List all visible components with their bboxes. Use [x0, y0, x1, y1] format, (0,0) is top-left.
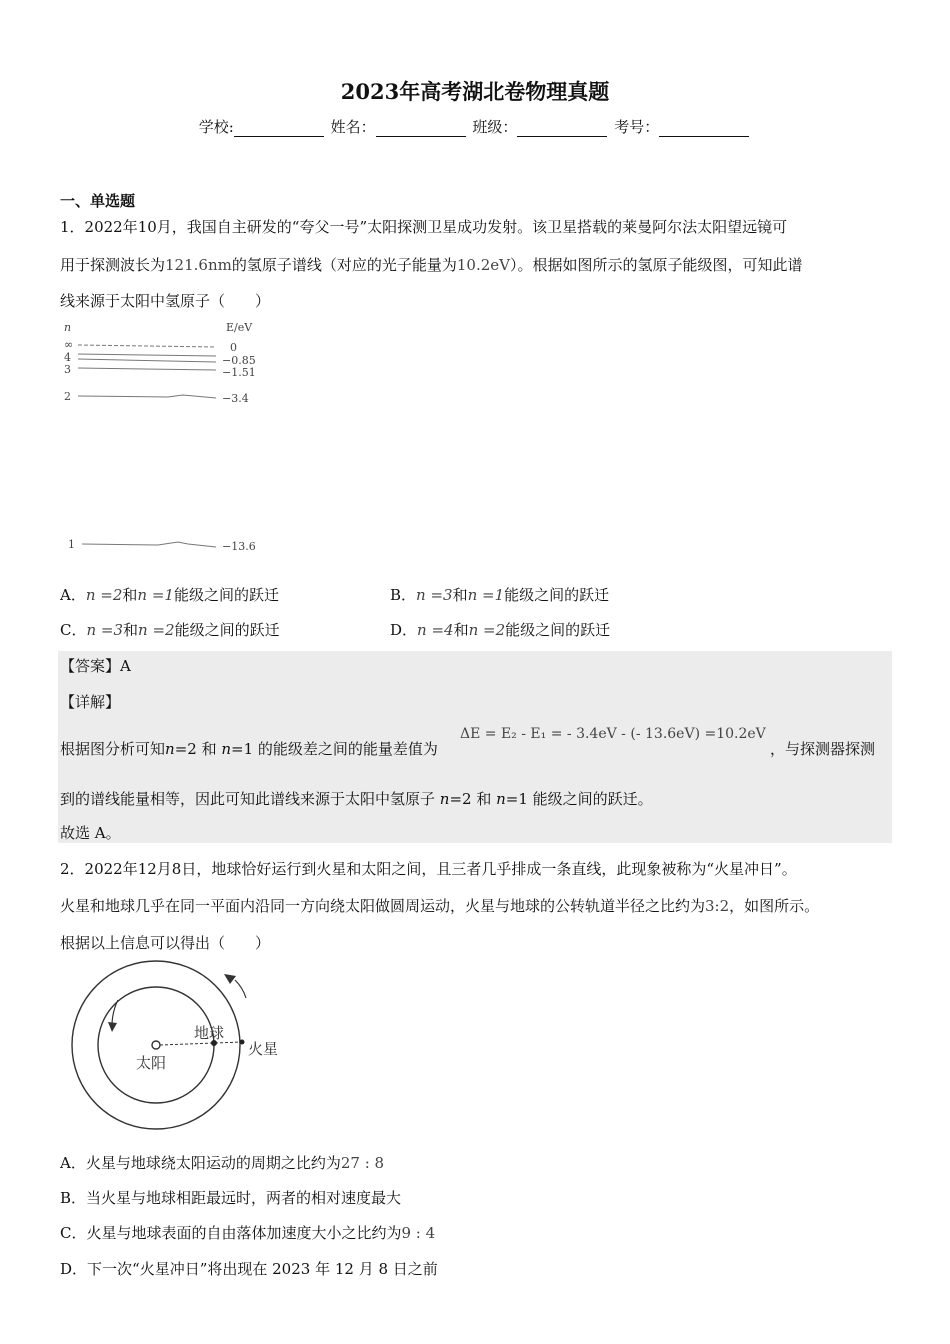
q2-option-b[interactable]: B．当火星与地球相距最远时，两者的相对速度最大: [60, 1189, 402, 1207]
q2-option-a[interactable]: [60, 1152, 384, 1173]
q1-text: ）。根据如图所示的氢原子能级图，可知此谱: [509, 256, 803, 274]
class-label: 班级：: [472, 118, 518, 136]
option-letter: C．: [60, 621, 87, 639]
detail-label: 【详解】: [60, 693, 121, 711]
q1-energy: 10.2eV: [456, 256, 510, 274]
class-field[interactable]: [517, 122, 607, 137]
option-math: n =4: [417, 621, 454, 639]
school-field[interactable]: [234, 122, 324, 137]
option-math: n =2: [468, 621, 506, 639]
level-n-1: 1: [68, 538, 75, 551]
q2-stem-line3: 根据以上信息可以得出（ ）: [60, 934, 271, 952]
detail-var: n: [221, 740, 232, 758]
q1-option-a[interactable]: [60, 584, 279, 605]
level-e-inf: 0: [230, 341, 237, 354]
mars-arrow-head: [224, 974, 236, 984]
q1-option-c[interactable]: [60, 619, 280, 640]
q1-option-b[interactable]: [390, 584, 609, 605]
q1-wavelength: 121.6nm: [165, 256, 232, 274]
option-math: n =2: [85, 586, 123, 604]
orbit-diagram: [60, 960, 300, 1140]
option-math: n =2: [138, 621, 175, 639]
q1-stem-line2: [60, 254, 802, 275]
option-text: 和: [123, 621, 139, 639]
detail-line2: [60, 788, 653, 809]
detail-text: =2 和: [449, 790, 497, 808]
sun-label: 太阳: [136, 1054, 167, 1072]
level-line-3: [78, 368, 216, 370]
level-n-4: 4: [64, 351, 71, 364]
q2-stem-line2: [60, 895, 819, 916]
q2-option-c[interactable]: [60, 1222, 435, 1243]
detail-line1-tail: ，与探测器探测: [770, 740, 876, 758]
section-heading: 一、单选题: [60, 192, 136, 210]
option-math: 27 : 8: [340, 1154, 385, 1172]
mars-dot: [240, 1040, 245, 1045]
detail-var: n: [439, 790, 450, 808]
option-text: 能级之间的跃迁: [174, 621, 280, 639]
q2-text: ，如图所示。: [729, 897, 820, 915]
detail-text: =1 能级之间的跃迁。: [505, 790, 653, 808]
level-e-3: −1.51: [222, 366, 256, 379]
level-e-1: −13.6: [222, 540, 256, 553]
q2-stem-line1: 2．2022年12月8日，地球恰好运行到火星和太阳之间，且三者几乎排成一条直线，此现象被称为“火星冲日”。: [60, 860, 797, 878]
option-letter: D．: [390, 621, 418, 639]
option-text: 能级之间的跃迁: [504, 586, 610, 604]
option-text: A．火星与地球绕太阳运动的周期之比约为: [60, 1154, 341, 1172]
name-label: 姓名：: [330, 118, 376, 136]
option-math: n =3: [416, 586, 453, 604]
earth-label: 地球: [194, 1024, 225, 1042]
option-math: n =1: [467, 586, 505, 604]
option-text: 和: [452, 586, 468, 604]
q1-text: 用于探测波长为: [60, 256, 166, 274]
detail-text: =1 的能级差之间的能量差值为: [231, 740, 438, 758]
level-line-4b: [78, 359, 216, 362]
answer-text: 【答案】A: [60, 657, 131, 675]
option-math: n =1: [137, 586, 174, 604]
detail-text: 到的谱线能量相等，因此可知此谱线来源于太阳中氢原子: [60, 790, 440, 808]
option-math: n =3: [86, 621, 124, 639]
option-math: 9 : 4: [401, 1224, 436, 1242]
option-text: 能级之间的跃迁: [173, 586, 279, 604]
q1-text: 的氢原子谱线（对应的光子能量为: [231, 256, 457, 274]
level-n-inf: ∞: [64, 338, 74, 351]
q2-text: 火星和地球几乎在同一平面内沿同一方向绕太阳做圆周运动，火星与地球的公转轨道半径之比约为: [60, 897, 706, 915]
school-label: 学校:: [198, 118, 234, 136]
detail-var: n: [496, 790, 506, 808]
level-line-1: [82, 542, 216, 547]
exam-number-field[interactable]: [659, 122, 749, 137]
option-text: C．火星与地球表面的自由落体加速度大小之比约为: [60, 1224, 402, 1242]
detail-var: n: [165, 740, 175, 758]
option-letter: A．: [60, 586, 86, 604]
level-line-2: [78, 395, 216, 398]
option-text: 能级之间的跃迁: [505, 621, 611, 639]
level-e-2: −3.4: [222, 392, 249, 405]
level-n-2: 2: [64, 390, 71, 403]
student-info-row: [0, 116, 950, 137]
option-letter: B．: [390, 586, 417, 604]
name-field[interactable]: [376, 122, 466, 137]
detail-line1: [60, 738, 438, 759]
q1-stem-line3: 线来源于太阳中氢原子（ ）: [60, 292, 271, 310]
level-line-inf: [78, 345, 216, 347]
detail-text: 根据图分析可知: [60, 740, 166, 758]
q1-option-d[interactable]: [390, 619, 610, 640]
earth-arrow-head: [108, 1022, 117, 1032]
level-n-3: 3: [64, 363, 71, 376]
mars-label: 火星: [248, 1040, 279, 1058]
level-line-4: [78, 354, 216, 356]
energy-axis-label: E/eV: [226, 321, 253, 334]
energy-formula: ΔE = E₂ - E₁ = - 3.4eV - (- 13.6eV) =10.2eV: [460, 726, 766, 742]
mars-direction-arrow: [235, 980, 246, 998]
n-axis-label: n: [64, 321, 72, 334]
option-text: 和: [453, 621, 469, 639]
level-e-4: −0.85: [222, 354, 256, 367]
alignment-line: [160, 1042, 242, 1045]
exam-number-label: 考号：: [614, 118, 660, 136]
page-title: 2023年高考湖北卷物理真题: [340, 79, 610, 104]
energy-level-diagram: [58, 318, 278, 558]
conclusion: 故选 A。: [60, 824, 121, 842]
sun-dot: [152, 1041, 160, 1049]
q2-ratio: 3:2: [705, 897, 730, 915]
detail-text: =2 和: [174, 740, 222, 758]
q1-stem-line1: 1．2022年10月，我国自主研发的“夸父一号”太阳探测卫星成功发射。该卫星搭载的莱曼阿尔法太阳望远镜可: [60, 218, 788, 236]
q2-option-d[interactable]: D．下一次“火星冲日”将出现在 2023 年 12 月 8 日之前: [60, 1260, 438, 1278]
option-text: 和: [122, 586, 138, 604]
